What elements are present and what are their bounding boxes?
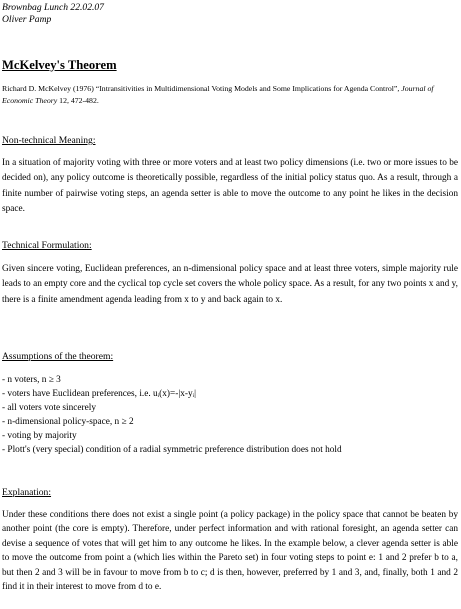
- citation-journal: Journal of Economic Theory: [2, 84, 434, 105]
- header-event-line: Brownbag Lunch 22.02.07: [2, 2, 104, 13]
- list-item: - voting by majority: [2, 430, 77, 441]
- list-item: - all voters vote sincerely: [2, 402, 96, 413]
- section-heading-nontechnical: Non-technical Meaning:: [2, 135, 96, 146]
- header-author-line: Oliver Pamp: [2, 14, 52, 25]
- section-heading-explanation: Explanation:: [2, 487, 52, 498]
- paragraph-technical: Given sincere voting, Euclidean preferences, an n-dimensional policy space and at least three voters, simple majority rule leads to an empty core and the cyclical top cycle set covers the whole policy space. As a result, for any two points x and y, there is a finite amendment agenda leading from x to y and back again to x.: [2, 264, 458, 305]
- paragraph-nontechnical: In a situation of majority voting with three or more voters and at least two policy dimensions (i.e. two or more issues to be decided on), any policy outcome is theoretically possible, regardless of the initial policy status quo. As a result, through a finite number of pairwise voting steps, an agenda setter is able to move the outcome to any point he likes in the decision space.: [2, 158, 458, 215]
- paragraph-explanation: Under these conditions there does not exist a single point (a policy package) in the policy space that cannot be beaten by another point (the core is empty). Therefore, under perfect information and with rational foresight, an agenda setter can devise a sequence of votes that will get him to any outcome he likes. In the example below, a clever agenda setter is able to move the outcome from point a (which lies within the Pareto set) in four voting steps to point e: 1 and 2 prefer b to a, but then 2 and 3 will be in favour to move from b to c; d is then, however, preferred by 1 and 3, and, finally, both 1 and 2 find it in their interest to move from d to e.: [2, 510, 458, 593]
- section-heading-technical: Technical Formulation:: [2, 240, 92, 251]
- citation-details: 12, 472-482.: [57, 95, 99, 105]
- assumptions-list: [2, 374, 342, 457]
- section-heading-assumptions: Assumptions of the theorem:: [2, 351, 114, 362]
- list-item: - n voters, n ≥ 3: [2, 375, 61, 385]
- citation: [2, 83, 457, 106]
- list-item: - Plott's (very special) condition of a radial symmetric preference distribution does not hold: [2, 444, 342, 455]
- list-item: - n-dimensional policy-space, n ≥ 2: [2, 416, 134, 427]
- list-item: - voters have Euclidean preferences, i.e. uᵢ(x)=-|x-yᵢ|: [2, 388, 196, 399]
- document-title: McKelvey's Theorem: [2, 58, 117, 72]
- citation-author: Richard D. McKelvey (1976) “Intransitivities in Multidimensional Voting Models and Some Implications for Agenda Control”,: [2, 84, 402, 93]
